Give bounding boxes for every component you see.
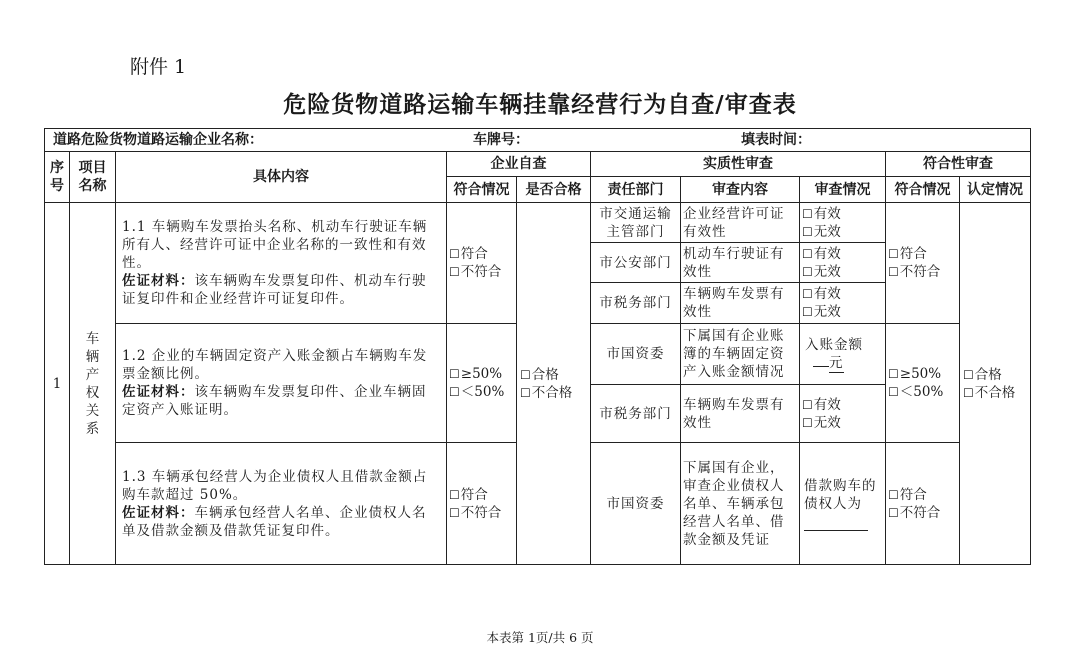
review-content: 企业经营许可证有效性 [681,203,800,243]
item-1-3-conformity-options [886,443,960,565]
header-item: 项目名称 [70,152,116,203]
item-1-3-text: 1.3 车辆承包经营人为企业债权人且借款金额占购车款超过 50%。 [122,468,428,503]
review-dept: 市税务部门 [591,283,681,324]
item-1-1-conformity-options [886,203,960,324]
determination-opt-2[interactable]: ☐不合格 [963,384,1016,401]
row-seq: 1 [45,203,70,565]
review-table [44,128,1031,565]
checkbox-icon: ☐ [449,265,460,279]
review-content: 机动车行驶证有效性 [681,243,800,283]
item-1-1-content [116,203,447,324]
attachment-label: 附件 1 [130,56,187,78]
review-status-opt-1[interactable]: ☐有效 [802,396,841,413]
item-1-3-evidence: 车辆承包经营人名单、企业债权人名单及借款金额及借款凭证复印件。 [122,504,427,539]
review-status [800,385,886,443]
checkbox-icon: ☐ [449,385,460,399]
review-status-opt-1[interactable]: ☐有效 [802,205,841,222]
review-status-opt-2[interactable]: ☐无效 [802,414,841,431]
header-is-qualified: 是否合格 [517,177,591,203]
checkbox-icon: ☐ [802,224,813,239]
page-footer: 本表第 1页/共 6 页 [486,630,594,645]
item-1-3-self-opt-1[interactable]: ☐符合 [449,486,488,503]
review-status [800,243,886,283]
checkbox-icon: ☐ [963,367,974,382]
item-1-2-self-opt-1[interactable]: ☐≥50% [449,366,503,382]
checkbox-icon: ☐ [888,385,899,399]
review-dept: 市交通运输主管部门 [591,203,681,243]
header-review-content: 审查内容 [681,177,800,203]
item-1-2-evidence: 该车辆购车发票复印件、企业车辆固定资产入账证明。 [122,384,427,418]
header-conformity-situation: 符合情况 [886,177,960,203]
item-1-2-conformity-options [886,324,960,443]
item-1-2-conf-opt-2[interactable]: ☐＜50% [888,384,944,400]
item-1-2-content [116,324,447,443]
item-1-2-evidence-label: 佐证材料： [122,384,195,400]
item-1-3-self-opt-2[interactable]: ☐不符合 [449,504,502,521]
checkbox-icon: ☐ [802,287,813,301]
item-1-1-conf-opt-1[interactable]: ☐符合 [888,246,927,262]
creditor-label: 借款购车的债权人为 [804,477,877,512]
determination-options [960,203,1031,565]
header-substantive: 实质性审查 [591,152,886,177]
review-status-opt-2[interactable]: ☐无效 [802,263,841,280]
review-status-opt-1[interactable]: ☐有效 [802,286,841,302]
checkbox-icon: ☐ [802,397,813,412]
item-1-1-self-opt-2[interactable]: ☐不符合 [449,264,502,280]
review-status [800,283,886,324]
checkbox-icon: ☐ [802,264,813,279]
header-compliance-situation: 符合情况 [447,177,517,203]
header-review-status: 审查情况 [800,177,886,203]
checkbox-icon: ☐ [888,367,899,381]
amount-unit: 元 [829,354,844,371]
checkbox-icon: ☐ [888,247,899,261]
checkbox-icon: ☐ [449,247,460,261]
item-1-2-conf-opt-1[interactable]: ☐≥50% [888,366,942,382]
item-1-3-conf-opt-1[interactable]: ☐符合 [888,486,927,503]
entry-amount-label: 入账金额 [805,336,863,353]
checkbox-icon: ☐ [520,385,531,400]
review-dept: 市公安部门 [591,243,681,283]
company-name-label: 道路危险货物道路运输企业名称： [53,132,263,148]
review-status-opt-1[interactable]: ☐有效 [802,245,841,262]
item-1-1-evidence: 该车辆购车发票复印件、机动车行驶证复印件和企业经营许可证复印件。 [122,273,427,307]
checkbox-icon: ☐ [449,505,460,520]
item-1-3-self-options [447,443,517,565]
header-content: 具体内容 [116,152,447,203]
checkbox-icon: ☐ [449,367,460,381]
review-dept: 市国资委 [591,443,681,565]
review-status-opt-2[interactable]: ☐无效 [802,223,841,240]
item-1-3-conf-opt-2[interactable]: ☐不符合 [888,504,941,521]
plate-number-label: 车牌号： [473,132,529,148]
checkbox-icon: ☐ [888,505,899,520]
checkbox-icon: ☐ [802,206,813,221]
info-row [45,129,1031,152]
fill-date-label: 填表时间： [741,132,811,148]
item-1-1-self-options [447,203,517,324]
review-content: 下属国有企业账簿的车辆固定资产入账金额情况 [681,324,800,385]
review-content: 车辆购车发票有效性 [681,283,800,324]
review-dept: 市税务部门 [591,385,681,443]
qualified-opt-1[interactable]: ☐合格 [520,366,559,383]
item-1-1-text: 1.1 车辆购车发票抬头名称、机动车行驶证车辆所有人、经营许可证中企业名称的一致性和有效性。 [122,219,428,271]
header-conformity: 符合性审查 [886,152,1031,177]
header-dept: 责任部门 [591,177,681,203]
review-content: 车辆购车发票有效性 [681,385,800,443]
checkbox-icon: ☐ [802,246,813,261]
checkbox-icon: ☐ [802,415,813,430]
checkbox-icon: ☐ [520,367,531,382]
header-determination: 认定情况 [960,177,1031,203]
item-1-1-conf-opt-2[interactable]: ☐不符合 [888,264,941,280]
review-dept: 市国资委 [591,324,681,385]
checkbox-icon: ☐ [888,487,899,502]
item-1-2-text: 1.2 企业的车辆固定资产入账金额占车辆购车发票金额比例。 [122,348,428,382]
review-status [800,443,886,565]
checkbox-icon: ☐ [802,305,813,319]
review-status [800,203,886,243]
checkbox-icon: ☐ [449,487,460,502]
item-1-2-self-options [447,324,517,443]
qualified-options [517,203,591,565]
amount-blank[interactable] [813,366,829,367]
qualified-opt-2[interactable]: ☐不合格 [520,384,573,401]
page-title: 危险货物道路运输车辆挂靠经营行为自查/审查表 [283,92,797,118]
creditor-blank[interactable] [804,516,868,531]
item-1-3-evidence-label: 佐证材料： [122,504,195,521]
item-1-3-content [116,443,447,565]
determination-opt-1[interactable]: ☐合格 [963,366,1002,383]
header-self-check: 企业自查 [447,152,591,177]
row-item-name: 车辆产权关系 [70,203,116,565]
review-status-opt-2[interactable]: ☐无效 [802,304,841,320]
item-1-1-evidence-label: 佐证材料： [122,273,195,289]
item-1-1-self-opt-1[interactable]: ☐符合 [449,246,488,262]
header-seq: 序号 [45,152,70,203]
checkbox-icon: ☐ [963,385,974,400]
review-content: 下属国有企业，审查企业债权人名单、车辆承包经营人名单、借款金额及凭证 [681,443,800,565]
item-1-2-self-opt-2[interactable]: ☐＜50% [449,384,505,400]
checkbox-icon: ☐ [888,265,899,279]
review-status [800,324,886,385]
